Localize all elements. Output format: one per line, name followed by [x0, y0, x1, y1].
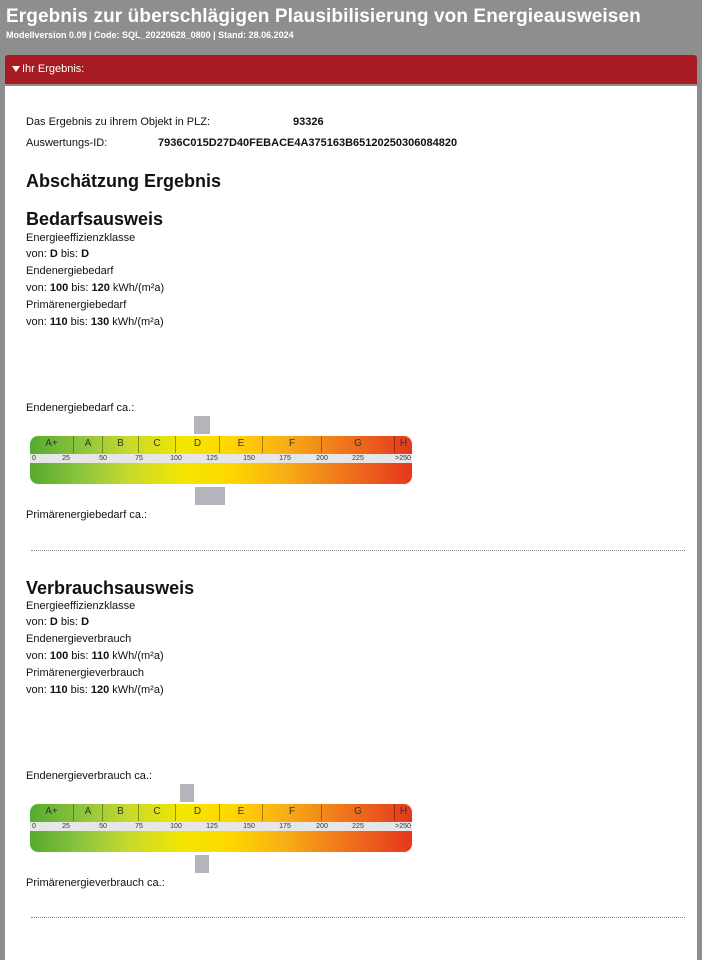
result-section-label: Ihr Ergebnis: — [22, 63, 85, 75]
bedarf-prim-range: von: 110 bis: 130 kWh/(m²a) — [26, 316, 164, 328]
scale-tick-label: 125 — [206, 823, 218, 830]
scale-tick-label: 100 — [170, 823, 182, 830]
bedarf-chart-top-label: Endenergiebedarf ca.: — [26, 402, 135, 414]
scale-class-label: E — [237, 438, 245, 449]
verbrauch-chart-bottom-label: Primärenergieverbrauch ca.: — [26, 877, 165, 889]
caret-down-icon — [12, 66, 20, 72]
scale-class-label: A+ — [45, 438, 58, 449]
scale-tick-label: 150 — [243, 823, 255, 830]
scale-tick-label: 50 — [99, 823, 107, 830]
scale-tick-label: 225 — [352, 455, 364, 462]
scale-tick-label: 25 — [62, 455, 70, 462]
bedarf-prim-marker — [195, 487, 225, 505]
result-section-toggle[interactable] — [5, 55, 697, 84]
verbrauch-end-range: von: 100 bis: 110 kWh/(m²a) — [26, 650, 164, 662]
verbrauch-prim-range: von: 110 bis: 120 kWh/(m²a) — [26, 684, 164, 696]
bedarf-title: Bedarfsausweis — [26, 209, 164, 229]
scale-tick-label: 200 — [316, 823, 328, 830]
scale-tick-label: 0 — [32, 823, 36, 830]
scale-class-label: F — [288, 438, 296, 449]
scale-tick-label: 75 — [135, 823, 143, 830]
scale-class-1 — [74, 804, 103, 821]
scale-tick-label: 175 — [279, 455, 291, 462]
scale-tick-label: 200 — [316, 455, 328, 462]
scale-class-label: D — [193, 806, 202, 817]
page-title: Ergebnis zur überschlägigen Plausibilisierung von Energieausweisen — [6, 6, 641, 27]
verbrauch-efficiency-scale — [30, 804, 412, 852]
scale-class-label: A — [84, 806, 92, 817]
scale-class-3 — [139, 804, 176, 821]
scale-class-7 — [322, 804, 395, 821]
bedarf-eff-range: von: D bis: D — [26, 248, 90, 260]
scale-class-0 — [30, 804, 74, 821]
section-divider — [31, 917, 685, 918]
model-version-info: Modellversion 0.09 | Code: SQL_20220628_0800 | Stand: 28.06.2024 — [6, 30, 294, 40]
evaluation-id-value: 7936C015D27D40FEBACE4A375163B65120250306084820 — [158, 137, 458, 149]
scale-tick-label: 225 — [352, 823, 364, 830]
scale-class-label: C — [153, 438, 161, 449]
scale-class-label: H — [399, 806, 408, 817]
scale-class-label: H — [399, 438, 408, 449]
scale-class-6 — [263, 436, 322, 453]
bedarf-chart-bottom-label: Primärenergiebedarf ca.: — [26, 509, 148, 521]
scale-class-3 — [139, 436, 176, 453]
scale-class-label: A+ — [45, 806, 58, 817]
bedarf-end-label: Endenergiebedarf — [26, 265, 114, 277]
scale-class-7 — [322, 436, 395, 453]
scale-class-5 — [220, 436, 263, 453]
verbrauch-chart-top-label: Endenergieverbrauch ca.: — [26, 770, 152, 782]
scale-class-label: B — [117, 438, 124, 449]
scale-class-4 — [176, 436, 220, 453]
scale-tick-label: 0 — [32, 455, 36, 462]
verbrauch-end-marker — [180, 784, 194, 802]
bedarf-eff-label: Energieeffizienzklasse — [26, 232, 136, 244]
scale-tick-label: 175 — [279, 823, 291, 830]
plz-label: Das Ergebnis zu ihrem Objekt in PLZ: — [26, 116, 211, 128]
verbrauch-title: Verbrauchsausweis — [26, 578, 195, 598]
result-panel — [5, 86, 697, 960]
scale-tick-label: 150 — [243, 455, 255, 462]
estimate-heading: Abschätzung Ergebnis — [26, 171, 222, 191]
plz-value: 93326 — [293, 116, 324, 128]
scale-class-8 — [395, 804, 412, 821]
scale-class-6 — [263, 804, 322, 821]
scale-tick-label: 125 — [206, 455, 218, 462]
scale-class-2 — [103, 804, 139, 821]
scale-class-label: G — [354, 806, 362, 817]
scale-class-0 — [30, 436, 74, 453]
verbrauch-eff-range: von: D bis: D — [26, 616, 90, 628]
bedarf-end-range: von: 100 bis: 120 kWh/(m²a) — [26, 282, 165, 294]
scale-tick-label: 25 — [62, 823, 70, 830]
page-header — [0, 0, 702, 52]
bedarf-prim-label: Primärenergiebedarf — [26, 299, 127, 311]
scale-tick-label: >250 — [395, 455, 411, 462]
verbrauch-eff-label: Energieeffizienzklasse — [26, 600, 136, 612]
scale-class-1 — [74, 436, 103, 453]
scale-class-2 — [103, 436, 139, 453]
scale-class-row — [30, 436, 412, 453]
scale-tick-label: >250 — [395, 823, 411, 830]
verbrauch-prim-marker — [195, 855, 209, 873]
scale-class-label: E — [237, 806, 245, 817]
scale-class-5 — [220, 804, 263, 821]
scale-class-8 — [395, 436, 412, 453]
scale-class-label: A — [84, 438, 92, 449]
scale-tick-label: 50 — [99, 455, 107, 462]
scale-class-label: B — [117, 806, 124, 817]
scale-class-label: G — [354, 438, 362, 449]
scale-class-label: D — [193, 438, 202, 449]
bedarf-efficiency-scale — [30, 436, 412, 484]
scale-class-row — [30, 804, 412, 821]
section-divider — [31, 550, 685, 551]
scale-class-label: C — [153, 806, 161, 817]
scale-tick-label: 75 — [135, 455, 143, 462]
evaluation-id-label: Auswertungs-ID: — [26, 137, 108, 149]
scale-class-4 — [176, 804, 220, 821]
verbrauch-end-label: Endenergieverbrauch — [26, 633, 132, 645]
scale-class-label: F — [288, 806, 296, 817]
bedarf-end-marker — [194, 416, 210, 434]
scale-tick-label: 100 — [170, 455, 182, 462]
verbrauch-prim-label: Primärenergieverbrauch — [26, 667, 144, 679]
